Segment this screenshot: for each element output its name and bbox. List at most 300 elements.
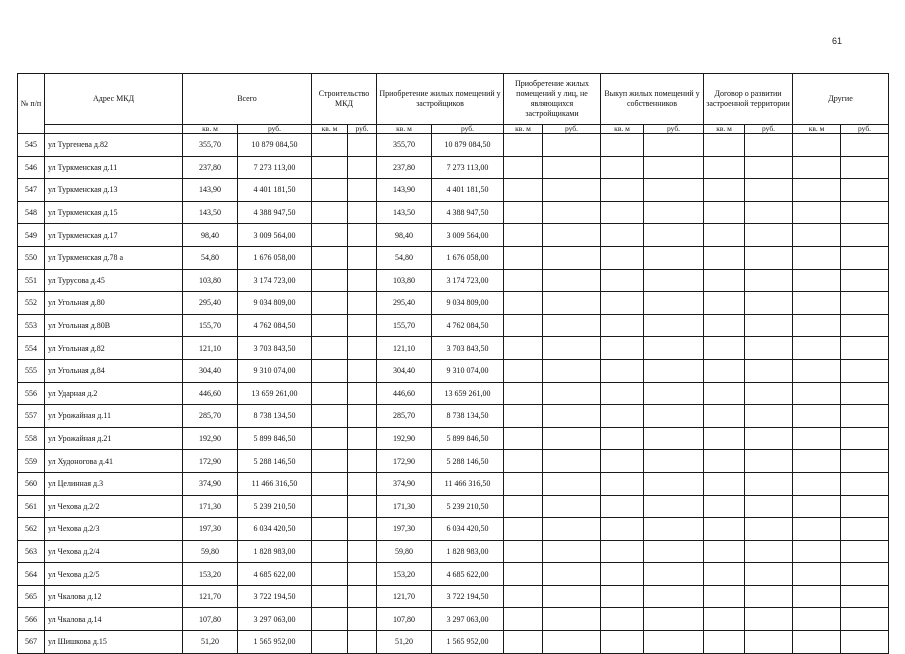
row-acqnondev-rub (543, 337, 601, 360)
row-other-rub (841, 563, 889, 586)
row-buyout-area (601, 382, 644, 405)
table-body (18, 134, 889, 654)
row-constr-area (312, 518, 348, 541)
row-acqnondev-rub (543, 405, 601, 428)
row-buyout-area (601, 472, 644, 495)
row-number: 552 (18, 292, 45, 315)
row-acqdev-rub: 1 565 952,00 (432, 631, 504, 654)
row-acqdev-rub: 9 034 809,00 (432, 292, 504, 315)
sub-area: кв. м (504, 125, 543, 134)
row-acqdev-rub: 3 703 843,50 (432, 337, 504, 360)
row-address: ул Урожайная д.21 (45, 427, 183, 450)
row-other-area (793, 405, 841, 428)
row-acqnondev-area (504, 585, 543, 608)
row-other-area (793, 427, 841, 450)
row-constr-area (312, 382, 348, 405)
row-dev-rub (745, 427, 793, 450)
row-other-rub (841, 585, 889, 608)
row-acqnondev-area (504, 246, 543, 269)
sub-area: кв. м (704, 125, 745, 134)
row-buyout-area (601, 585, 644, 608)
row-acqdev-area: 285,70 (377, 405, 432, 428)
row-total-area: 98,40 (183, 224, 238, 247)
row-acqnondev-rub (543, 224, 601, 247)
row-total-rub: 4 762 084,50 (238, 314, 312, 337)
row-number: 561 (18, 495, 45, 518)
row-acqdev-rub: 11 466 316,50 (432, 472, 504, 495)
row-other-rub (841, 269, 889, 292)
row-acqdev-area: 51,20 (377, 631, 432, 654)
row-acqdev-rub: 4 401 181,50 (432, 179, 504, 202)
row-acqnondev-area (504, 427, 543, 450)
table-row (18, 201, 889, 224)
row-other-rub (841, 201, 889, 224)
page-number: 61 (832, 36, 843, 46)
row-dev-rub (745, 179, 793, 202)
row-total-area: 51,20 (183, 631, 238, 654)
row-other-rub (841, 450, 889, 473)
row-total-area: 121,70 (183, 585, 238, 608)
row-dev-area (704, 179, 745, 202)
row-buyout-rub (644, 563, 704, 586)
row-acqnondev-area (504, 201, 543, 224)
row-acqnondev-area (504, 518, 543, 541)
table-row (18, 518, 889, 541)
row-dev-area (704, 246, 745, 269)
row-constr-area (312, 224, 348, 247)
row-number: 548 (18, 201, 45, 224)
row-dev-rub (745, 134, 793, 157)
subheader-row (18, 125, 889, 134)
row-other-area (793, 134, 841, 157)
row-acqnondev-rub (543, 585, 601, 608)
row-constr-area (312, 585, 348, 608)
row-total-rub: 3 722 194,50 (238, 585, 312, 608)
row-number: 560 (18, 472, 45, 495)
col-other-header: Другие (793, 74, 889, 125)
row-constr-rub (348, 156, 377, 179)
row-address: ул Туркменская д.11 (45, 156, 183, 179)
row-acqdev-area: 59,80 (377, 540, 432, 563)
row-constr-rub (348, 495, 377, 518)
row-acqnondev-area (504, 314, 543, 337)
row-acqnondev-area (504, 382, 543, 405)
row-acqnondev-rub (543, 156, 601, 179)
row-number: 553 (18, 314, 45, 337)
row-constr-rub (348, 563, 377, 586)
row-buyout-rub (644, 292, 704, 315)
row-acqdev-rub: 1 828 983,00 (432, 540, 504, 563)
row-other-rub (841, 179, 889, 202)
row-total-area: 155,70 (183, 314, 238, 337)
row-total-rub: 1 676 058,00 (238, 246, 312, 269)
row-acqnondev-rub (543, 540, 601, 563)
address-sub-blank (45, 125, 183, 134)
row-other-area (793, 382, 841, 405)
row-address: ул Урожайная д.11 (45, 405, 183, 428)
row-address: ул Туркменская д.15 (45, 201, 183, 224)
row-address: ул Угольная д.82 (45, 337, 183, 360)
row-total-area: 54,80 (183, 246, 238, 269)
row-acqnondev-area (504, 337, 543, 360)
row-number: 547 (18, 179, 45, 202)
table-row (18, 337, 889, 360)
row-dev-area (704, 608, 745, 631)
row-buyout-rub (644, 359, 704, 382)
row-constr-rub (348, 585, 377, 608)
row-acqnondev-area (504, 405, 543, 428)
row-other-area (793, 179, 841, 202)
row-number: 555 (18, 359, 45, 382)
row-address: ул Туркменская д.78 а (45, 246, 183, 269)
row-total-area: 143,50 (183, 201, 238, 224)
row-number: 545 (18, 134, 45, 157)
row-total-area: 304,40 (183, 359, 238, 382)
row-constr-rub (348, 201, 377, 224)
row-other-rub (841, 427, 889, 450)
row-acqdev-area: 172,90 (377, 450, 432, 473)
row-acqdev-rub: 4 685 622,00 (432, 563, 504, 586)
row-constr-area (312, 608, 348, 631)
row-other-rub (841, 337, 889, 360)
row-acqdev-area: 355,70 (377, 134, 432, 157)
row-acqdev-area: 103,80 (377, 269, 432, 292)
row-total-rub: 5 239 210,50 (238, 495, 312, 518)
row-other-rub (841, 292, 889, 315)
row-acqnondev-area (504, 224, 543, 247)
row-total-area: 107,80 (183, 608, 238, 631)
row-dev-rub (745, 382, 793, 405)
row-dev-rub (745, 224, 793, 247)
row-acqdev-area: 197,30 (377, 518, 432, 541)
row-constr-area (312, 563, 348, 586)
row-acqdev-area: 121,10 (377, 337, 432, 360)
housing-table (17, 73, 889, 654)
row-buyout-rub (644, 201, 704, 224)
table-row (18, 631, 889, 654)
row-constr-rub (348, 405, 377, 428)
row-dev-rub (745, 472, 793, 495)
row-constr-area (312, 292, 348, 315)
row-total-area: 446,60 (183, 382, 238, 405)
row-other-rub (841, 156, 889, 179)
row-total-area: 143,90 (183, 179, 238, 202)
row-buyout-rub (644, 450, 704, 473)
row-number: 563 (18, 540, 45, 563)
row-buyout-rub (644, 585, 704, 608)
row-number: 557 (18, 405, 45, 428)
row-acqnondev-rub (543, 359, 601, 382)
row-address: ул Угольная д.80 (45, 292, 183, 315)
row-total-rub: 4 685 622,00 (238, 563, 312, 586)
row-buyout-area (601, 450, 644, 473)
row-total-rub: 7 273 113,00 (238, 156, 312, 179)
row-acqdev-area: 446,60 (377, 382, 432, 405)
row-acqnondev-area (504, 134, 543, 157)
table-row (18, 156, 889, 179)
sub-rub: руб. (432, 125, 504, 134)
row-total-rub: 1 828 983,00 (238, 540, 312, 563)
row-acqdev-rub: 7 273 113,00 (432, 156, 504, 179)
sub-rub: руб. (745, 125, 793, 134)
row-other-rub (841, 472, 889, 495)
table-row (18, 608, 889, 631)
row-buyout-area (601, 337, 644, 360)
row-buyout-rub (644, 246, 704, 269)
row-total-area: 121,10 (183, 337, 238, 360)
row-other-area (793, 563, 841, 586)
row-buyout-rub (644, 179, 704, 202)
row-constr-area (312, 337, 348, 360)
table-row (18, 269, 889, 292)
row-acqdev-rub: 10 879 084,50 (432, 134, 504, 157)
row-dev-area (704, 201, 745, 224)
row-address: ул Тургенева д.82 (45, 134, 183, 157)
row-acqdev-area: 143,50 (377, 201, 432, 224)
row-constr-area (312, 427, 348, 450)
table-row (18, 382, 889, 405)
row-buyout-area (601, 359, 644, 382)
row-total-rub: 3 297 063,00 (238, 608, 312, 631)
table-row (18, 134, 889, 157)
row-address: ул Чкалова д.12 (45, 585, 183, 608)
row-total-area: 285,70 (183, 405, 238, 428)
row-acqdev-area: 155,70 (377, 314, 432, 337)
row-acqdev-rub: 4 762 084,50 (432, 314, 504, 337)
row-acqnondev-rub (543, 134, 601, 157)
row-dev-area (704, 156, 745, 179)
row-address: ул Туркменская д.13 (45, 179, 183, 202)
row-dev-area (704, 472, 745, 495)
row-acqnondev-rub (543, 179, 601, 202)
row-total-area: 192,90 (183, 427, 238, 450)
row-other-rub (841, 540, 889, 563)
sub-rub: руб. (841, 125, 889, 134)
row-dev-rub (745, 608, 793, 631)
row-number: 566 (18, 608, 45, 631)
row-other-area (793, 540, 841, 563)
row-number: 549 (18, 224, 45, 247)
row-acqdev-rub: 3 174 723,00 (432, 269, 504, 292)
row-total-area: 355,70 (183, 134, 238, 157)
row-constr-rub (348, 314, 377, 337)
row-total-area: 153,20 (183, 563, 238, 586)
row-dev-rub (745, 495, 793, 518)
row-address: ул Турусова д.45 (45, 269, 183, 292)
row-number: 559 (18, 450, 45, 473)
row-acqnondev-rub (543, 246, 601, 269)
col-construction-header: Строительство МКД (312, 74, 377, 125)
row-acqdev-area: 107,80 (377, 608, 432, 631)
table-row (18, 563, 889, 586)
row-acqdev-area: 171,30 (377, 495, 432, 518)
row-acqdev-rub: 3 297 063,00 (432, 608, 504, 631)
row-other-area (793, 314, 841, 337)
row-dev-area (704, 269, 745, 292)
row-dev-area (704, 450, 745, 473)
row-address: ул Ударная д.2 (45, 382, 183, 405)
row-acqnondev-rub (543, 472, 601, 495)
row-acqnondev-rub (543, 314, 601, 337)
row-total-area: 237,80 (183, 156, 238, 179)
row-other-rub (841, 518, 889, 541)
row-total-rub: 13 659 261,00 (238, 382, 312, 405)
row-acqnondev-area (504, 450, 543, 473)
row-buyout-area (601, 314, 644, 337)
row-number: 562 (18, 518, 45, 541)
row-dev-rub (745, 337, 793, 360)
row-total-rub: 6 034 420,50 (238, 518, 312, 541)
row-number: 550 (18, 246, 45, 269)
row-dev-rub (745, 450, 793, 473)
row-constr-rub (348, 382, 377, 405)
row-buyout-rub (644, 518, 704, 541)
row-acqdev-rub: 5 288 146,50 (432, 450, 504, 473)
row-other-area (793, 631, 841, 654)
row-total-rub: 3 703 843,50 (238, 337, 312, 360)
row-other-rub (841, 134, 889, 157)
row-dev-area (704, 563, 745, 586)
row-constr-rub (348, 179, 377, 202)
row-total-rub: 11 466 316,50 (238, 472, 312, 495)
row-other-area (793, 224, 841, 247)
sub-rub: руб. (238, 125, 312, 134)
row-acqdev-area: 304,40 (377, 359, 432, 382)
row-acqdev-area: 54,80 (377, 246, 432, 269)
row-constr-rub (348, 427, 377, 450)
row-buyout-rub (644, 269, 704, 292)
row-buyout-area (601, 269, 644, 292)
row-acqdev-rub: 6 034 420,50 (432, 518, 504, 541)
row-other-area (793, 450, 841, 473)
row-total-rub: 3 174 723,00 (238, 269, 312, 292)
sub-rub: руб. (543, 125, 601, 134)
row-acqnondev-area (504, 179, 543, 202)
row-other-rub (841, 631, 889, 654)
sub-rub: руб. (644, 125, 704, 134)
row-dev-rub (745, 246, 793, 269)
row-acqnondev-area (504, 269, 543, 292)
row-constr-area (312, 201, 348, 224)
row-buyout-rub (644, 608, 704, 631)
row-acqdev-rub: 3 722 194,50 (432, 585, 504, 608)
row-constr-rub (348, 134, 377, 157)
row-other-area (793, 518, 841, 541)
row-dev-area (704, 224, 745, 247)
row-other-rub (841, 359, 889, 382)
row-buyout-area (601, 405, 644, 428)
row-dev-area (704, 359, 745, 382)
row-other-rub (841, 495, 889, 518)
row-dev-area (704, 337, 745, 360)
row-other-area (793, 608, 841, 631)
row-buyout-area (601, 201, 644, 224)
row-total-rub: 5 899 846,50 (238, 427, 312, 450)
row-buyout-rub (644, 495, 704, 518)
row-dev-rub (745, 269, 793, 292)
sub-area: кв. м (377, 125, 432, 134)
row-other-area (793, 585, 841, 608)
row-other-rub (841, 405, 889, 428)
row-address: ул Чкалова д.14 (45, 608, 183, 631)
row-total-rub: 10 879 084,50 (238, 134, 312, 157)
row-other-rub (841, 246, 889, 269)
row-constr-area (312, 540, 348, 563)
row-total-rub: 4 388 947,50 (238, 201, 312, 224)
row-number: 546 (18, 156, 45, 179)
sub-area: кв. м (312, 125, 348, 134)
row-total-rub: 9 310 074,00 (238, 359, 312, 382)
row-constr-area (312, 179, 348, 202)
table-row (18, 314, 889, 337)
row-total-area: 103,80 (183, 269, 238, 292)
row-constr-rub (348, 631, 377, 654)
row-constr-area (312, 472, 348, 495)
row-buyout-area (601, 224, 644, 247)
row-address: ул Целинная д.3 (45, 472, 183, 495)
row-other-area (793, 201, 841, 224)
row-dev-rub (745, 156, 793, 179)
table-row (18, 472, 889, 495)
row-other-area (793, 359, 841, 382)
sub-area: кв. м (793, 125, 841, 134)
row-dev-rub (745, 585, 793, 608)
row-buyout-rub (644, 382, 704, 405)
row-address: ул Чехова д.2/5 (45, 563, 183, 586)
row-total-area: 295,40 (183, 292, 238, 315)
row-buyout-area (601, 540, 644, 563)
row-total-area: 197,30 (183, 518, 238, 541)
row-constr-rub (348, 337, 377, 360)
row-other-rub (841, 608, 889, 631)
row-address: ул Чехова д.2/3 (45, 518, 183, 541)
row-acqdev-rub: 5 239 210,50 (432, 495, 504, 518)
row-constr-rub (348, 518, 377, 541)
row-acqdev-rub: 4 388 947,50 (432, 201, 504, 224)
col-num-header: № п/п (18, 74, 45, 134)
row-constr-area (312, 156, 348, 179)
row-acqdev-area: 143,90 (377, 179, 432, 202)
row-acqdev-area: 98,40 (377, 224, 432, 247)
row-dev-rub (745, 540, 793, 563)
row-dev-rub (745, 201, 793, 224)
row-buyout-rub (644, 631, 704, 654)
col-development-header: Договор о развитии застроенной территории (704, 74, 793, 125)
row-dev-rub (745, 314, 793, 337)
row-acqdev-rub: 1 676 058,00 (432, 246, 504, 269)
row-constr-rub (348, 224, 377, 247)
row-other-area (793, 495, 841, 518)
row-dev-rub (745, 359, 793, 382)
row-total-rub: 4 401 181,50 (238, 179, 312, 202)
row-buyout-area (601, 292, 644, 315)
row-acqdev-area: 374,90 (377, 472, 432, 495)
col-buyout-header: Выкуп жилых помещений у собственников (601, 74, 704, 125)
row-constr-area (312, 405, 348, 428)
col-acq-dev-header: Приобретение жилых помещений у застройщиков (377, 74, 504, 125)
row-dev-rub (745, 631, 793, 654)
row-dev-area (704, 382, 745, 405)
row-total-rub: 3 009 564,00 (238, 224, 312, 247)
row-address: ул Худоногова д.41 (45, 450, 183, 473)
row-constr-rub (348, 450, 377, 473)
row-buyout-area (601, 246, 644, 269)
row-number: 551 (18, 269, 45, 292)
sub-area: кв. м (183, 125, 238, 134)
table-row (18, 450, 889, 473)
row-buyout-rub (644, 427, 704, 450)
row-buyout-rub (644, 540, 704, 563)
